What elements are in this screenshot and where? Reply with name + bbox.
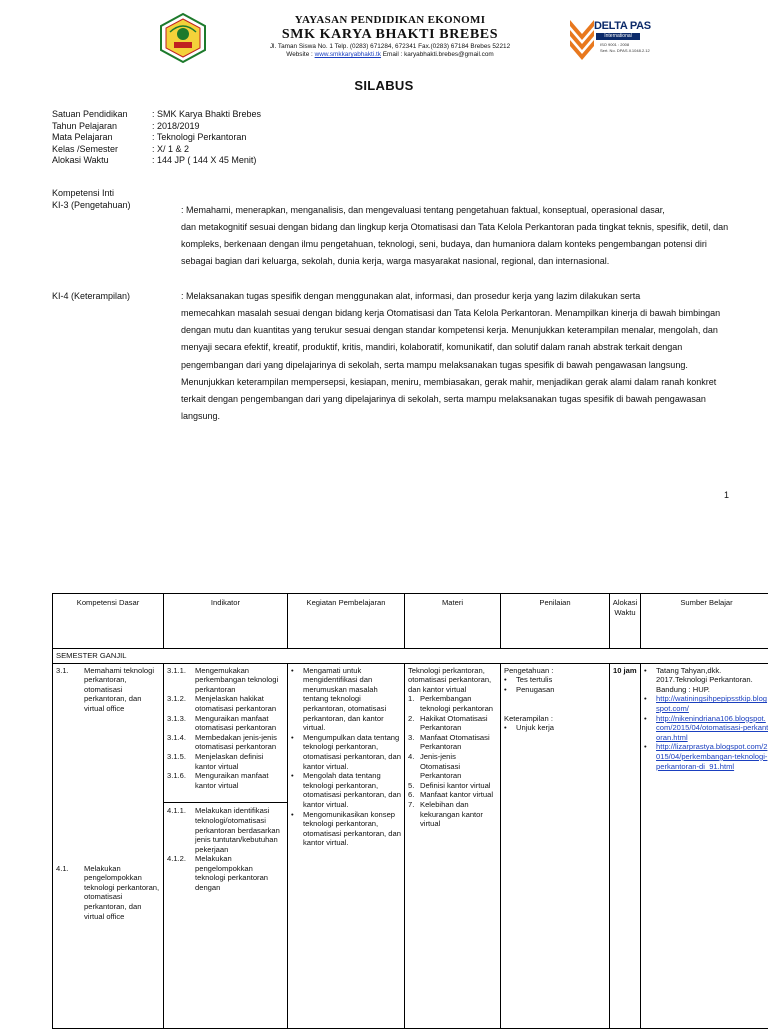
- cert-line-1: ISO 9001 : 2008: [600, 42, 629, 47]
- sumber-cell: [641, 663, 768, 1028]
- indikator-text: Membedakan jenis-jenis otomatisasi perkantoran: [195, 733, 284, 752]
- ki4-text: memecahkan masalah sesuai dengan bidang kerja Otomatisasi dan Tata Kelola Perkantoran. Menampilkan kinerja di bawah bimbingan dengan mutu dan kuantitas yang terukur sesuai dengan standar kompetensi kerja. Menunjukkan keterampilan menalar, mengolah, dan menyaji secara efektif, kreatif, produktif, kritis, mandiri, kolaboratif, komunikatif, dan solutif dalam ranah abstrak terkait dengan pengembangan dari yang dipelajarinya di sekolah, serta mampu melaksanakan tugas spesifik di bawah pengawasan langsung. Menunjukkan keterampilan mempersepsi, kesiapan, meniru, membiasakan, gerak mahir, menjadikan gerak alami dalam ranah konkret terkait dengan pengembangan dari yang dipelajarinya di sekolah, serta mampu melaksanakan tugas spesifik di bawah pengawasan langsung.: [181, 305, 729, 425]
- sumber-item: • http://lizarprastya.blogspot.com/2015/04/perkembangan-teknologi-perkantoran-di_91.html: [644, 742, 768, 771]
- sumber-link[interactable]: http://nikenindriana106.blogspot.com/2015/04/otomatisasi-perkantoran.html: [656, 714, 768, 743]
- sumber-link[interactable]: http://lizarprastya.blogspot.com/2015/04/perkembangan-teknologi-perkantoran-di_91.html: [656, 742, 768, 771]
- indikator-item: [167, 733, 284, 752]
- cert-sub: International: [596, 33, 640, 40]
- materi-item: [408, 714, 497, 733]
- materi-item: [408, 781, 497, 791]
- table-row: [53, 663, 768, 1028]
- indikator-cell: [164, 663, 288, 1028]
- ki3-first-line: : Memahami, menerapkan, menganalisis, dan mengevaluasi tentang pengetahuan faktual, konseptual, operasional dasar,: [181, 202, 729, 219]
- ki-heading: Kompetensi Inti: [52, 187, 114, 199]
- indikator-text: Menguraikan manfaat kantor virtual: [195, 771, 284, 790]
- indikator-text: Menjelaskan hakikat otomatisasi perkantoran: [195, 694, 284, 713]
- materi-number: 7.: [408, 800, 420, 829]
- kd-number: 4.1.: [56, 864, 84, 922]
- info-value: : 144 JP ( 144 X 45 Menit): [152, 155, 256, 167]
- sumber-link[interactable]: http://watiningsihpepipsstkip.blogspot.com/: [656, 694, 768, 713]
- indikator-text: Menjelaskan definisi kantor virtual: [195, 752, 284, 771]
- indikator-text: Mengemukakan perkembangan teknologi perkantoran: [195, 666, 284, 695]
- ki3-text: dan metakognitif sesuai dengan bidang dan lingkup kerja Otomatisasi dan Tata Kelola Perkantoran pada tingkat teknis, spesifik, detil, dan kompleks, berkenaan dengan ilmu pengetahuan, teknologi, seni, budaya, dan humaniora dalam konteks pengembangan potensi diri sebagai bagian dari keluarga, sekolah, dunia kerja, warga masyarakat nasional, regional, dan internasional.: [181, 219, 729, 271]
- kd-item: [56, 864, 160, 922]
- penilaian-text: Unjuk kerja: [516, 723, 606, 733]
- info-row: [52, 121, 452, 133]
- alokasi-value: 10 jam: [613, 666, 637, 675]
- materi-item: [408, 694, 497, 713]
- kegiatan-text: Mengomunikasikan konsep teknologi perkantoran, otomatisasi perkantoran, dan kantor virtual.: [303, 810, 401, 848]
- kegiatan-item: • Mengumpulkan data tentang teknologi perkantoran, otomatisasi perkantoran, dan kantor virtual.: [291, 733, 401, 771]
- materi-number: 3.: [408, 733, 420, 752]
- penilaian-item: • Tes tertulis: [504, 675, 606, 685]
- kd-cell: [53, 663, 164, 1028]
- website-label: Website :: [286, 51, 313, 58]
- info-value: : 2018/2019: [152, 121, 200, 133]
- materi-text: Kelebihan dan kekurangan kantor virtual: [420, 800, 497, 829]
- materi-number: 2.: [408, 714, 420, 733]
- indikator-item: [167, 854, 284, 892]
- sumber-item: • Tatang Tahyan,dkk. 2017.Teknologi Perkantoran. Bandung : HUP.: [644, 666, 768, 695]
- kegiatan-text: Mengumpulkan data tentang teknologi perkantoran, otomatisasi perkantoran, dan kantor virtual.: [303, 733, 401, 771]
- col-header: Sumber Belajar: [641, 594, 768, 649]
- email-text: Email : karyabhakti.brebes@gmail.com: [383, 51, 494, 58]
- indikator-number: 3.1.3.: [167, 714, 195, 733]
- kegiatan-text: Mengolah data tentang teknologi perkantoran, otomatisasi perkantoran, dan kantor virtual.: [303, 771, 401, 809]
- materi-number: 6.: [408, 790, 420, 800]
- indikator-number: 3.1.4.: [167, 733, 195, 752]
- website-link[interactable]: www.smkkaryabhakti.tk: [315, 51, 381, 58]
- info-label: Kelas /Semester: [52, 144, 118, 156]
- indikator-item: [167, 666, 284, 695]
- info-label: Alokasi Waktu: [52, 155, 109, 167]
- materi-text: Manfaat Otomatisasi Perkantoran: [420, 733, 497, 752]
- materi-number: 4.: [408, 752, 420, 781]
- kd-text: Melakukan pengelompokkan teknologi perkantoran, otomatisasi perkantoran, dan virtual office: [84, 864, 160, 922]
- sumber-item: • http://watiningsihpepipsstkip.blogspot.com/: [644, 694, 768, 713]
- indikator-item: [167, 806, 284, 854]
- col-header: Kompetensi Dasar: [53, 594, 164, 649]
- table-header-row: [53, 594, 768, 649]
- school-contact: [215, 51, 565, 59]
- materi-text: Definisi kantor virtual: [420, 781, 497, 791]
- indikator-number: 3.1.6.: [167, 771, 195, 790]
- cert-name: DELTA PAS: [594, 20, 651, 32]
- materi-text: Manfaat kantor virtual: [420, 790, 497, 800]
- info-value: : SMK Karya Bhakti Brebes: [152, 109, 261, 121]
- materi-item: [408, 733, 497, 752]
- sumber-item: • http://nikenindriana106.blogspot.com/2015/04/otomatisasi-perkantoran.html: [644, 714, 768, 743]
- penilaian-text: Tes tertulis: [516, 675, 606, 685]
- school-address: Jl. Taman Siswa No. 1 Telp. (0283) 671284, 672341 Fax.(0283) 67184 Brebes 52212: [215, 43, 565, 51]
- col-header: Kegiatan Pembelajaran: [288, 594, 405, 649]
- penilaian-heading: Keterampilan :: [504, 714, 606, 724]
- indikator-item: [167, 694, 284, 713]
- penilaian-item: • Penugasan: [504, 685, 606, 695]
- materi-number: 1.: [408, 694, 420, 713]
- info-label: Mata Pelajaran: [52, 132, 113, 144]
- indikator-number: 3.1.5.: [167, 752, 195, 771]
- indikator-item: [167, 714, 284, 733]
- info-row: [52, 109, 452, 121]
- penilaian-heading: Pengetahuan :: [504, 666, 606, 676]
- indikator-item: [167, 752, 284, 771]
- kd-item: [56, 666, 160, 714]
- indikator-text: Melakukan identifikasi teknologi/otomatisasi perkantoran berdasarkan jenis tuntutan/kebutuhan pekerjaan: [195, 806, 284, 854]
- penilaian-item: • Unjuk kerja: [504, 723, 606, 733]
- semester-row: [53, 649, 768, 664]
- kegiatan-item: • Mengamati untuk mengidentifikasi dan merumuskan masalah tentang teknologi perkantoran, otomatisasi perkantoran, dan kantor virtual.: [291, 666, 401, 733]
- kd-number: 3.1.: [56, 666, 84, 714]
- kegiatan-item: • Mengolah data tentang teknologi perkantoran, otomatisasi perkantoran, dan kantor virtual.: [291, 771, 401, 809]
- page-title: SILABUS: [0, 78, 768, 93]
- info-label: Satuan Pendidikan: [52, 109, 128, 121]
- foundation-name: YAYASAN PENDIDIKAN EKONOMI: [215, 14, 565, 27]
- materi-intro: Teknologi perkantoran, otomatisasi perkantoran, dan kantor virtual: [408, 666, 497, 695]
- col-header: Indikator: [164, 594, 288, 649]
- penilaian-cell: [501, 663, 610, 1028]
- materi-text: Perkembangan teknologi perkantoran: [420, 694, 497, 713]
- semester-label: SEMESTER GANJIL: [53, 649, 768, 664]
- indikator-text: Melakukan pengelompokkan teknologi perkantoran dengan: [195, 854, 284, 892]
- indikator-number: 4.1.2.: [167, 854, 195, 892]
- syllabus-table: [52, 593, 768, 1029]
- col-header: Penilaian: [501, 594, 610, 649]
- certification-logo: [570, 20, 642, 68]
- indikator-number: 3.1.2.: [167, 694, 195, 713]
- course-info: [52, 109, 452, 167]
- info-row: [52, 132, 452, 144]
- materi-item: [408, 790, 497, 800]
- indikator-number: 4.1.1.: [167, 806, 195, 854]
- kegiatan-cell: [288, 663, 405, 1028]
- school-logo: [158, 12, 208, 64]
- school-name: SMK KARYA BHAKTI BREBES: [215, 27, 565, 43]
- info-label: Tahun Pelajaran: [52, 121, 117, 133]
- indikator-number: 3.1.1.: [167, 666, 195, 695]
- materi-text: Hakikat Otomatisasi Perkantoran: [420, 714, 497, 733]
- info-row: [52, 144, 452, 156]
- info-value: : Teknologi Perkantoran: [152, 132, 246, 144]
- materi-item: [408, 800, 497, 829]
- col-header: Materi: [405, 594, 501, 649]
- penilaian-text: Penugasan: [516, 685, 606, 695]
- info-value: : X/ 1 & 2: [152, 144, 189, 156]
- kegiatan-text: Mengamati untuk mengidentifikasi dan merumuskan masalah tentang teknologi perkantoran, otomatisasi perkantoran, dan kantor virtual.: [303, 666, 401, 733]
- col-header: Alokasi Waktu: [610, 594, 641, 649]
- kd-text: Memahami teknologi perkantoran, otomatisasi perkantoran, dan virtual office: [84, 666, 160, 714]
- page-number: 1: [724, 490, 729, 500]
- kegiatan-item: • Mengomunikasikan konsep teknologi perkantoran, otomatisasi perkantoran, dan kantor virtual.: [291, 810, 401, 848]
- ki4-first-line: : Melaksanakan tugas spesifik dengan menggunakan alat, informasi, dan prosedur kerja yang lazim dilakukan serta: [181, 288, 729, 305]
- indikator-item: [167, 771, 284, 790]
- materi-cell: [405, 663, 501, 1028]
- alokasi-cell: [610, 663, 641, 1028]
- ki3-label: KI-3 (Pengetahuan): [52, 199, 131, 211]
- info-row: [52, 155, 452, 167]
- materi-text: Jenis-jenis Otomatisasi Perkantoran: [420, 752, 497, 781]
- materi-item: [408, 752, 497, 781]
- cert-line-2: Sert. No. DPAS.II.1048.2.12: [600, 48, 650, 53]
- indikator-text: Menguraikan manfaat otomatisasi perkantoran: [195, 714, 284, 733]
- sumber-text: Tatang Tahyan,dkk. 2017.Teknologi Perkantoran. Bandung : HUP.: [656, 666, 768, 695]
- materi-number: 5.: [408, 781, 420, 791]
- letterhead: [215, 14, 565, 59]
- ki4-label: KI-4 (Keterampilan): [52, 288, 130, 305]
